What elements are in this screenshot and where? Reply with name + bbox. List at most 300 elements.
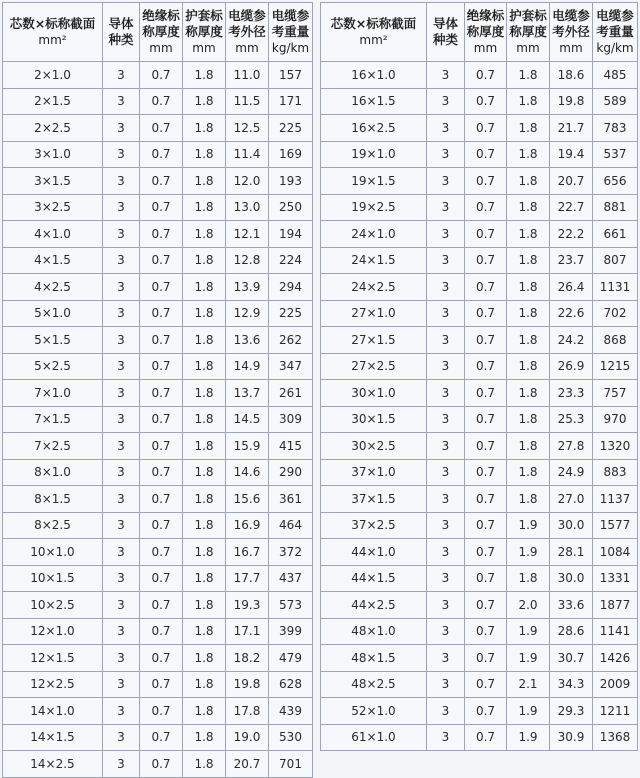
spec-cell: 27×1.0 [321,300,427,327]
header-weight-line2: 考重量 [596,24,634,39]
conductor-cell: 3 [427,512,465,539]
weight-cell: 1215 [593,353,638,380]
spec-cell: 2×1.0 [3,62,103,89]
diameter-cell: 14.5 [226,406,269,433]
diameter-cell: 34.3 [550,671,593,698]
weight-cell: 883 [593,459,638,486]
header-sheath-line2: 称厚度 [509,24,547,39]
spec-cell: 3×1.5 [3,168,103,195]
weight-cell: 628 [269,671,313,698]
diameter-cell: 13.7 [226,380,269,407]
header-sheath-line1: 护套标 [185,8,223,23]
diameter-cell: 19.3 [226,592,269,619]
diameter-cell: 17.8 [226,698,269,725]
sheath-cell: 1.8 [183,512,226,539]
diameter-cell: 21.7 [550,115,593,142]
spec-cell: 44×2.5 [321,592,427,619]
insulation-cell: 0.7 [465,671,507,698]
table-row [3,141,313,168]
insulation-cell: 0.7 [140,751,183,778]
header-conductor-line2: 种类 [108,32,134,47]
weight-cell: 1141 [593,618,638,645]
conductor-cell: 3 [103,459,140,486]
insulation-cell: 0.7 [465,724,507,751]
sheath-cell: 1.8 [183,486,226,513]
table-row [321,327,638,354]
header-weight-unit: kg/km [596,41,634,55]
diameter-cell: 27.0 [550,486,593,513]
spec-cell: 44×1.5 [321,565,427,592]
sheath-cell: 1.9 [507,724,550,751]
conductor-cell: 3 [427,221,465,248]
conductor-cell: 3 [427,592,465,619]
header-diameter-line1: 电缆参 [552,8,590,23]
spec-cell: 12×1.5 [3,645,103,672]
conductor-cell: 3 [103,751,140,778]
weight-cell: 1211 [593,698,638,725]
insulation-cell: 0.7 [465,698,507,725]
spec-cell: 16×2.5 [321,115,427,142]
sheath-cell: 1.8 [183,221,226,248]
table-row [3,512,313,539]
weight-cell: 290 [269,459,313,486]
conductor-cell: 3 [103,115,140,142]
spec-cell: 27×1.5 [321,327,427,354]
spec-cell: 4×1.0 [3,221,103,248]
spec-cell: 14×1.5 [3,724,103,751]
diameter-cell: 28.6 [550,618,593,645]
weight-cell: 294 [269,274,313,301]
weight-cell: 415 [269,433,313,460]
header-spec [3,3,103,62]
diameter-cell: 11.0 [226,62,269,89]
sheath-cell: 1.8 [183,115,226,142]
diameter-cell: 26.4 [550,274,593,301]
diameter-cell: 12.5 [226,115,269,142]
table-row [321,380,638,407]
insulation-cell: 0.7 [465,168,507,195]
table-row [321,141,638,168]
spec-cell: 3×1.0 [3,141,103,168]
spec-cell: 10×1.0 [3,539,103,566]
conductor-cell: 3 [427,62,465,89]
spec-cell: 14×2.5 [3,751,103,778]
sheath-cell: 1.8 [507,194,550,221]
conductor-cell: 3 [427,724,465,751]
insulation-cell: 0.7 [140,565,183,592]
spec-cell: 61×1.0 [321,724,427,751]
table-row [3,88,313,115]
diameter-cell: 15.6 [226,486,269,513]
header-weight [593,3,638,62]
insulation-cell: 0.7 [140,62,183,89]
conductor-cell: 3 [103,221,140,248]
diameter-cell: 16.7 [226,539,269,566]
diameter-cell: 24.2 [550,327,593,354]
sheath-cell: 1.9 [507,618,550,645]
table-row [3,327,313,354]
sheath-cell: 2.0 [507,592,550,619]
conductor-cell: 3 [103,274,140,301]
header-insulation-line1: 绝缘标 [142,8,180,23]
spec-cell: 12×2.5 [3,671,103,698]
conductor-cell: 3 [103,141,140,168]
diameter-cell: 26.9 [550,353,593,380]
weight-cell: 868 [593,327,638,354]
header-diameter-unit: mm [559,41,583,55]
insulation-cell: 0.7 [140,406,183,433]
insulation-cell: 0.7 [140,380,183,407]
spec-cell: 4×1.5 [3,247,103,274]
table-row [321,724,638,751]
diameter-cell: 22.6 [550,300,593,327]
table-row [3,698,313,725]
weight-cell: 1577 [593,512,638,539]
spec-cell: 24×1.5 [321,247,427,274]
spec-cell: 7×1.0 [3,380,103,407]
insulation-cell: 0.7 [140,671,183,698]
diameter-cell: 18.2 [226,645,269,672]
insulation-cell: 0.7 [140,221,183,248]
header-insulation-line2: 称厚度 [466,24,505,39]
insulation-cell: 0.7 [465,539,507,566]
weight-cell: 261 [269,380,313,407]
table-row [3,724,313,751]
table-row [321,168,638,195]
diameter-cell: 12.0 [226,168,269,195]
weight-cell: 157 [269,62,313,89]
table-row [3,194,313,221]
insulation-cell: 0.7 [465,194,507,221]
header-insulation [140,3,183,62]
table-row [3,592,313,619]
diameter-cell: 28.1 [550,539,593,566]
weight-cell: 262 [269,327,313,354]
spec-cell: 30×1.5 [321,406,427,433]
conductor-cell: 3 [427,274,465,301]
spec-cell: 3×2.5 [3,194,103,221]
conductor-cell: 3 [103,353,140,380]
spec-cell: 7×1.5 [3,406,103,433]
diameter-cell: 20.7 [550,168,593,195]
insulation-cell: 0.7 [465,221,507,248]
spec-cell: 48×1.0 [321,618,427,645]
header-diameter-line2: 考外径 [228,24,266,39]
sheath-cell: 1.8 [507,380,550,407]
conductor-cell: 3 [427,433,465,460]
table-row [321,512,638,539]
conductor-cell: 3 [103,247,140,274]
sheath-cell: 1.8 [183,62,226,89]
diameter-cell: 11.5 [226,88,269,115]
conductor-cell: 3 [103,406,140,433]
weight-cell: 437 [269,565,313,592]
sheath-cell: 1.8 [183,300,226,327]
weight-cell: 1131 [593,274,638,301]
weight-cell: 399 [269,618,313,645]
insulation-cell: 0.7 [465,274,507,301]
diameter-cell: 11.4 [226,141,269,168]
table-row [321,592,638,619]
conductor-cell: 3 [103,194,140,221]
diameter-cell: 12.9 [226,300,269,327]
table-row [3,751,313,778]
sheath-cell: 1.9 [507,645,550,672]
weight-cell: 1320 [593,433,638,460]
table-row [321,671,638,698]
insulation-cell: 0.7 [465,115,507,142]
table-row [321,618,638,645]
sheath-cell: 1.8 [183,274,226,301]
sheath-cell: 1.8 [183,433,226,460]
header-insulation-line1: 绝缘标 [466,8,505,23]
header-diameter-line1: 电缆参 [228,8,266,23]
insulation-cell: 0.7 [140,618,183,645]
insulation-cell: 0.7 [140,247,183,274]
table-row [3,221,313,248]
diameter-cell: 19.4 [550,141,593,168]
header-weight-line1: 电缆参 [596,8,634,23]
header-conductor [427,3,465,62]
sheath-cell: 1.8 [507,300,550,327]
insulation-cell: 0.7 [140,327,183,354]
header-diameter [550,3,593,62]
conductor-cell: 3 [427,645,465,672]
weight-cell: 372 [269,539,313,566]
weight-cell: 171 [269,88,313,115]
conductor-cell: 3 [103,433,140,460]
sheath-cell: 1.8 [507,433,550,460]
table-row [3,433,313,460]
weight-cell: 250 [269,194,313,221]
sheath-cell: 1.8 [183,592,226,619]
spec-cell: 2×2.5 [3,115,103,142]
diameter-cell: 23.7 [550,247,593,274]
weight-cell: 225 [269,115,313,142]
spec-cell: 7×2.5 [3,433,103,460]
table-row [321,406,638,433]
header-diameter-unit: mm [235,41,259,55]
spec-cell: 16×1.0 [321,62,427,89]
sheath-cell: 1.9 [507,698,550,725]
table-row [3,459,313,486]
insulation-cell: 0.7 [140,433,183,460]
sheath-cell: 1.8 [507,221,550,248]
header-weight-line1: 电缆参 [271,8,310,23]
weight-cell: 1084 [593,539,638,566]
header-conductor-line1: 导体 [432,16,458,31]
diameter-cell: 27.8 [550,433,593,460]
table-row [321,698,638,725]
diameter-cell: 25.3 [550,406,593,433]
weight-cell: 1368 [593,724,638,751]
weight-cell: 2009 [593,671,638,698]
sheath-cell: 1.8 [183,751,226,778]
table-row [3,539,313,566]
diameter-cell: 20.7 [226,751,269,778]
sheath-cell: 1.8 [507,88,550,115]
weight-cell: 656 [593,168,638,195]
header-conductor [103,3,140,62]
weight-cell: 439 [269,698,313,725]
conductor-cell: 3 [427,115,465,142]
spec-cell: 19×1.0 [321,141,427,168]
diameter-cell: 19.0 [226,724,269,751]
header-conductor-line1: 导体 [108,16,134,31]
conductor-cell: 3 [427,168,465,195]
insulation-cell: 0.7 [465,512,507,539]
conductor-cell: 3 [427,380,465,407]
insulation-cell: 0.7 [140,274,183,301]
weight-cell: 1137 [593,486,638,513]
conductor-cell: 3 [103,698,140,725]
sheath-cell: 1.8 [183,671,226,698]
conductor-cell: 3 [427,671,465,698]
header-sheath-line1: 护套标 [509,8,547,23]
table-row [321,62,638,89]
table-row [321,247,638,274]
conductor-cell: 3 [103,724,140,751]
insulation-cell: 0.7 [465,618,507,645]
header-spec-line2: mm² [38,33,67,47]
spec-cell: 12×1.0 [3,618,103,645]
table-row [3,62,313,89]
spec-cell: 19×1.5 [321,168,427,195]
conductor-cell: 3 [427,327,465,354]
conductor-cell: 3 [103,671,140,698]
weight-cell: 224 [269,247,313,274]
conductor-cell: 3 [427,406,465,433]
table-row [321,565,638,592]
spec-cell: 52×1.0 [321,698,427,725]
sheath-cell: 1.8 [183,565,226,592]
header-insulation-unit: mm [473,41,498,55]
weight-cell: 479 [269,645,313,672]
table-row [3,274,313,301]
table-row [321,115,638,142]
table-row [321,353,638,380]
sheath-cell: 1.8 [507,168,550,195]
header-spec-line2: mm² [359,33,388,47]
weight-cell: 807 [593,247,638,274]
conductor-cell: 3 [103,486,140,513]
insulation-cell: 0.7 [465,433,507,460]
spec-cell: 19×2.5 [321,194,427,221]
insulation-cell: 0.7 [140,698,183,725]
spec-cell: 8×2.5 [3,512,103,539]
header-spec-line1: 芯数×标称截面 [330,16,417,31]
spec-cell: 30×2.5 [321,433,427,460]
sheath-cell: 1.8 [183,380,226,407]
table-row [321,486,638,513]
diameter-cell: 12.1 [226,221,269,248]
insulation-cell: 0.7 [140,168,183,195]
table-row [3,353,313,380]
weight-cell: 757 [593,380,638,407]
table-row [321,221,638,248]
spec-cell: 5×1.0 [3,300,103,327]
insulation-cell: 0.7 [465,486,507,513]
sheath-cell: 1.8 [183,194,226,221]
sheath-cell: 1.9 [507,539,550,566]
sheath-cell: 1.8 [507,459,550,486]
table-row [321,433,638,460]
conductor-cell: 3 [427,194,465,221]
header-weight-line2: 考重量 [271,24,310,39]
diameter-cell: 17.7 [226,565,269,592]
diameter-cell: 30.7 [550,645,593,672]
insulation-cell: 0.7 [465,592,507,619]
weight-cell: 1331 [593,565,638,592]
header-sheath-unit: mm [516,41,540,55]
diameter-cell: 33.6 [550,592,593,619]
header-spec-line1: 芯数×标称截面 [9,16,96,31]
weight-cell: 169 [269,141,313,168]
weight-cell: 537 [593,141,638,168]
diameter-cell: 24.9 [550,459,593,486]
conductor-cell: 3 [103,618,140,645]
weight-cell: 530 [269,724,313,751]
diameter-cell: 19.8 [226,671,269,698]
sheath-cell: 1.8 [183,247,226,274]
diameter-cell: 19.8 [550,88,593,115]
insulation-cell: 0.7 [465,88,507,115]
conductor-cell: 3 [427,141,465,168]
sheath-cell: 1.8 [183,141,226,168]
spec-table-left-body [3,62,313,778]
sheath-cell: 1.8 [183,618,226,645]
weight-cell: 225 [269,300,313,327]
sheath-cell: 1.8 [507,486,550,513]
weight-cell: 1426 [593,645,638,672]
sheath-cell: 1.8 [507,274,550,301]
spec-cell: 10×2.5 [3,592,103,619]
table-row [321,88,638,115]
spec-cell: 30×1.0 [321,380,427,407]
sheath-cell: 1.8 [183,353,226,380]
header-diameter [226,3,269,62]
insulation-cell: 0.7 [465,380,507,407]
header-insulation-unit: mm [149,41,173,55]
conductor-cell: 3 [103,565,140,592]
insulation-cell: 0.7 [140,194,183,221]
header-insulation [465,3,507,62]
conductor-cell: 3 [427,565,465,592]
spec-table-left [2,2,313,778]
conductor-cell: 3 [103,88,140,115]
diameter-cell: 13.9 [226,274,269,301]
diameter-cell: 14.6 [226,459,269,486]
weight-cell: 361 [269,486,313,513]
insulation-cell: 0.7 [140,592,183,619]
weight-cell: 783 [593,115,638,142]
conductor-cell: 3 [427,486,465,513]
insulation-cell: 0.7 [140,300,183,327]
table-row [3,671,313,698]
header-spec [321,3,427,62]
weight-cell: 970 [593,406,638,433]
conductor-cell: 3 [427,353,465,380]
weight-cell: 881 [593,194,638,221]
sheath-cell: 1.8 [183,168,226,195]
spec-cell: 14×1.0 [3,698,103,725]
table-row [3,380,313,407]
table-row [3,645,313,672]
diameter-cell: 18.6 [550,62,593,89]
weight-cell: 661 [593,221,638,248]
insulation-cell: 0.7 [465,141,507,168]
weight-cell: 193 [269,168,313,195]
